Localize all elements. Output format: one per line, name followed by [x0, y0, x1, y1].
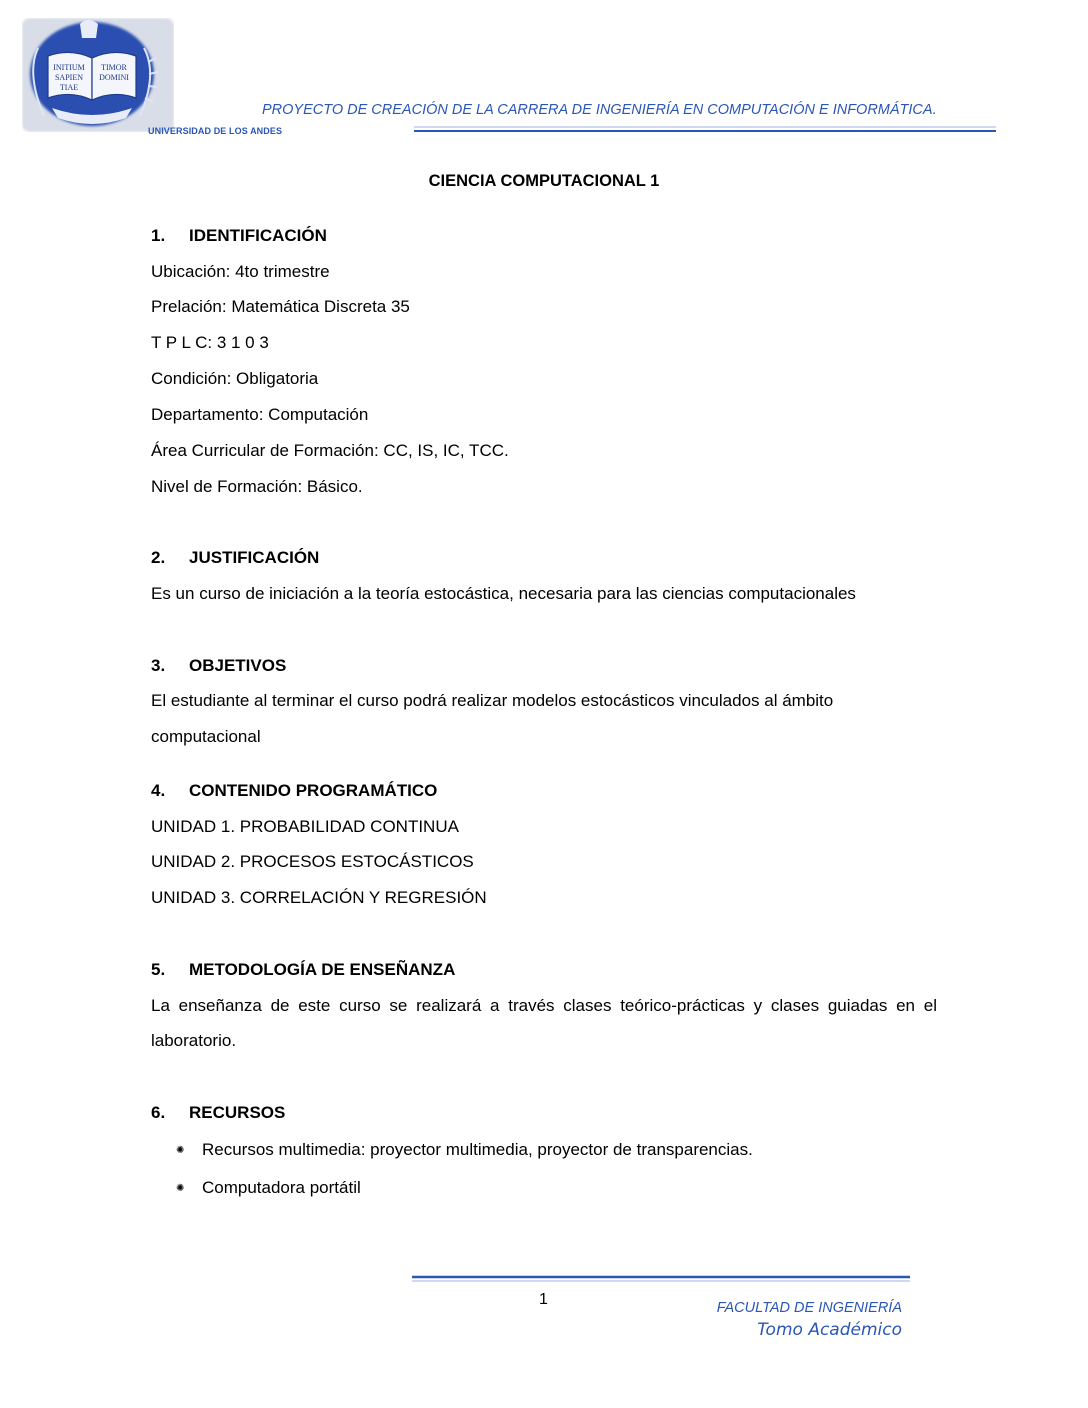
- objetivos-text-line-1: El estudiante al terminar el curso podrá realizar modelos estocásticos vinculados al ámbito: [151, 691, 834, 710]
- field-tplc: T P L C: 3 1 0 3: [151, 333, 269, 352]
- svg-text:INITIUM: INITIUM: [53, 63, 85, 72]
- footer-faculty: FACULTAD DE INGENIERÍA: [716, 1300, 902, 1316]
- footer-divider: [412, 1274, 910, 1284]
- header-divider: [414, 125, 996, 135]
- metodologia-text-line-1: La enseñanza de este curso se realizará a través clases teórico-prácticas y clases guiadas en el: [151, 996, 937, 1015]
- section-heading-identificacion: [151, 226, 327, 246]
- bullet-icon: ✺: [176, 1183, 185, 1194]
- section-title: OBJETIVOS: [189, 656, 287, 675]
- justificacion-text: Es un curso de iniciación a la teoría estocástica, necesaria para las ciencias computacionales: [151, 584, 856, 603]
- section-title: RECURSOS: [189, 1103, 286, 1122]
- list-item-text: Computadora portátil: [202, 1178, 361, 1197]
- field-departamento: Departamento: Computación: [151, 405, 369, 424]
- section-title: IDENTIFICACIÓN: [189, 226, 327, 245]
- section-title: JUSTIFICACIÓN: [189, 548, 320, 567]
- list-item: [176, 1178, 361, 1198]
- svg-text:TIMOR: TIMOR: [101, 63, 127, 72]
- section-number: 4.: [151, 781, 166, 800]
- field-nivel: Nivel de Formación: Básico.: [151, 477, 363, 496]
- objetivos-text-line-2: computacional: [151, 727, 261, 746]
- section-heading-objetivos: [151, 656, 286, 676]
- metodologia-text-line-2: laboratorio.: [151, 1031, 237, 1050]
- section-heading-contenido: [151, 781, 437, 801]
- field-ubicacion: Ubicación: 4to trimestre: [151, 262, 330, 281]
- section-heading-metodologia: [151, 960, 455, 980]
- document-title: CIENCIA COMPUTACIONAL 1: [428, 172, 660, 190]
- svg-text:DOMINI: DOMINI: [99, 73, 129, 82]
- section-number: 5.: [151, 960, 166, 979]
- university-seal-logo: [22, 18, 174, 132]
- university-name: UNIVERSIDAD DE LOS ANDES: [148, 126, 283, 136]
- list-item: [176, 1140, 753, 1160]
- section-heading-justificacion: [151, 548, 319, 568]
- list-item-text: Recursos multimedia: proyector multimedia, proyector de transparencias.: [202, 1140, 753, 1159]
- svg-text:SAPIEN: SAPIEN: [54, 73, 84, 82]
- header-project-title: PROYECTO DE CREACIÓN DE LA CARRERA DE INGENIERÍA EN COMPUTACIÓN E INFORMÁTICA.: [262, 102, 937, 118]
- field-prelacion: Prelación: Matemática Discreta 35: [151, 297, 410, 316]
- field-area-curricular: Área Curricular de Formación: CC, IS, IC, TCC.: [151, 441, 509, 460]
- field-condicion: Condición: Obligatoria: [151, 369, 319, 388]
- unidad-3: UNIDAD 3. CORRELACIÓN Y REGRESIÓN: [151, 888, 487, 907]
- section-heading-recursos: [151, 1103, 285, 1123]
- section-title: METODOLOGÍA DE ENSEÑANZA: [189, 960, 456, 979]
- svg-text:TIAE: TIAE: [59, 83, 79, 92]
- section-number: 1.: [151, 226, 166, 245]
- unidad-1: UNIDAD 1. PROBABILIDAD CONTINUA: [151, 817, 459, 836]
- page-number: 1: [539, 1291, 548, 1308]
- section-number: 2.: [151, 548, 166, 567]
- section-number: 3.: [151, 656, 166, 675]
- section-title: CONTENIDO PROGRAMÁTICO: [189, 781, 438, 800]
- section-number: 6.: [151, 1103, 166, 1122]
- unidad-2: UNIDAD 2. PROCESOS ESTOCÁSTICOS: [151, 852, 474, 871]
- bullet-icon: ✺: [176, 1145, 185, 1156]
- footer-tomo: Tomo Académico: [757, 1320, 902, 1340]
